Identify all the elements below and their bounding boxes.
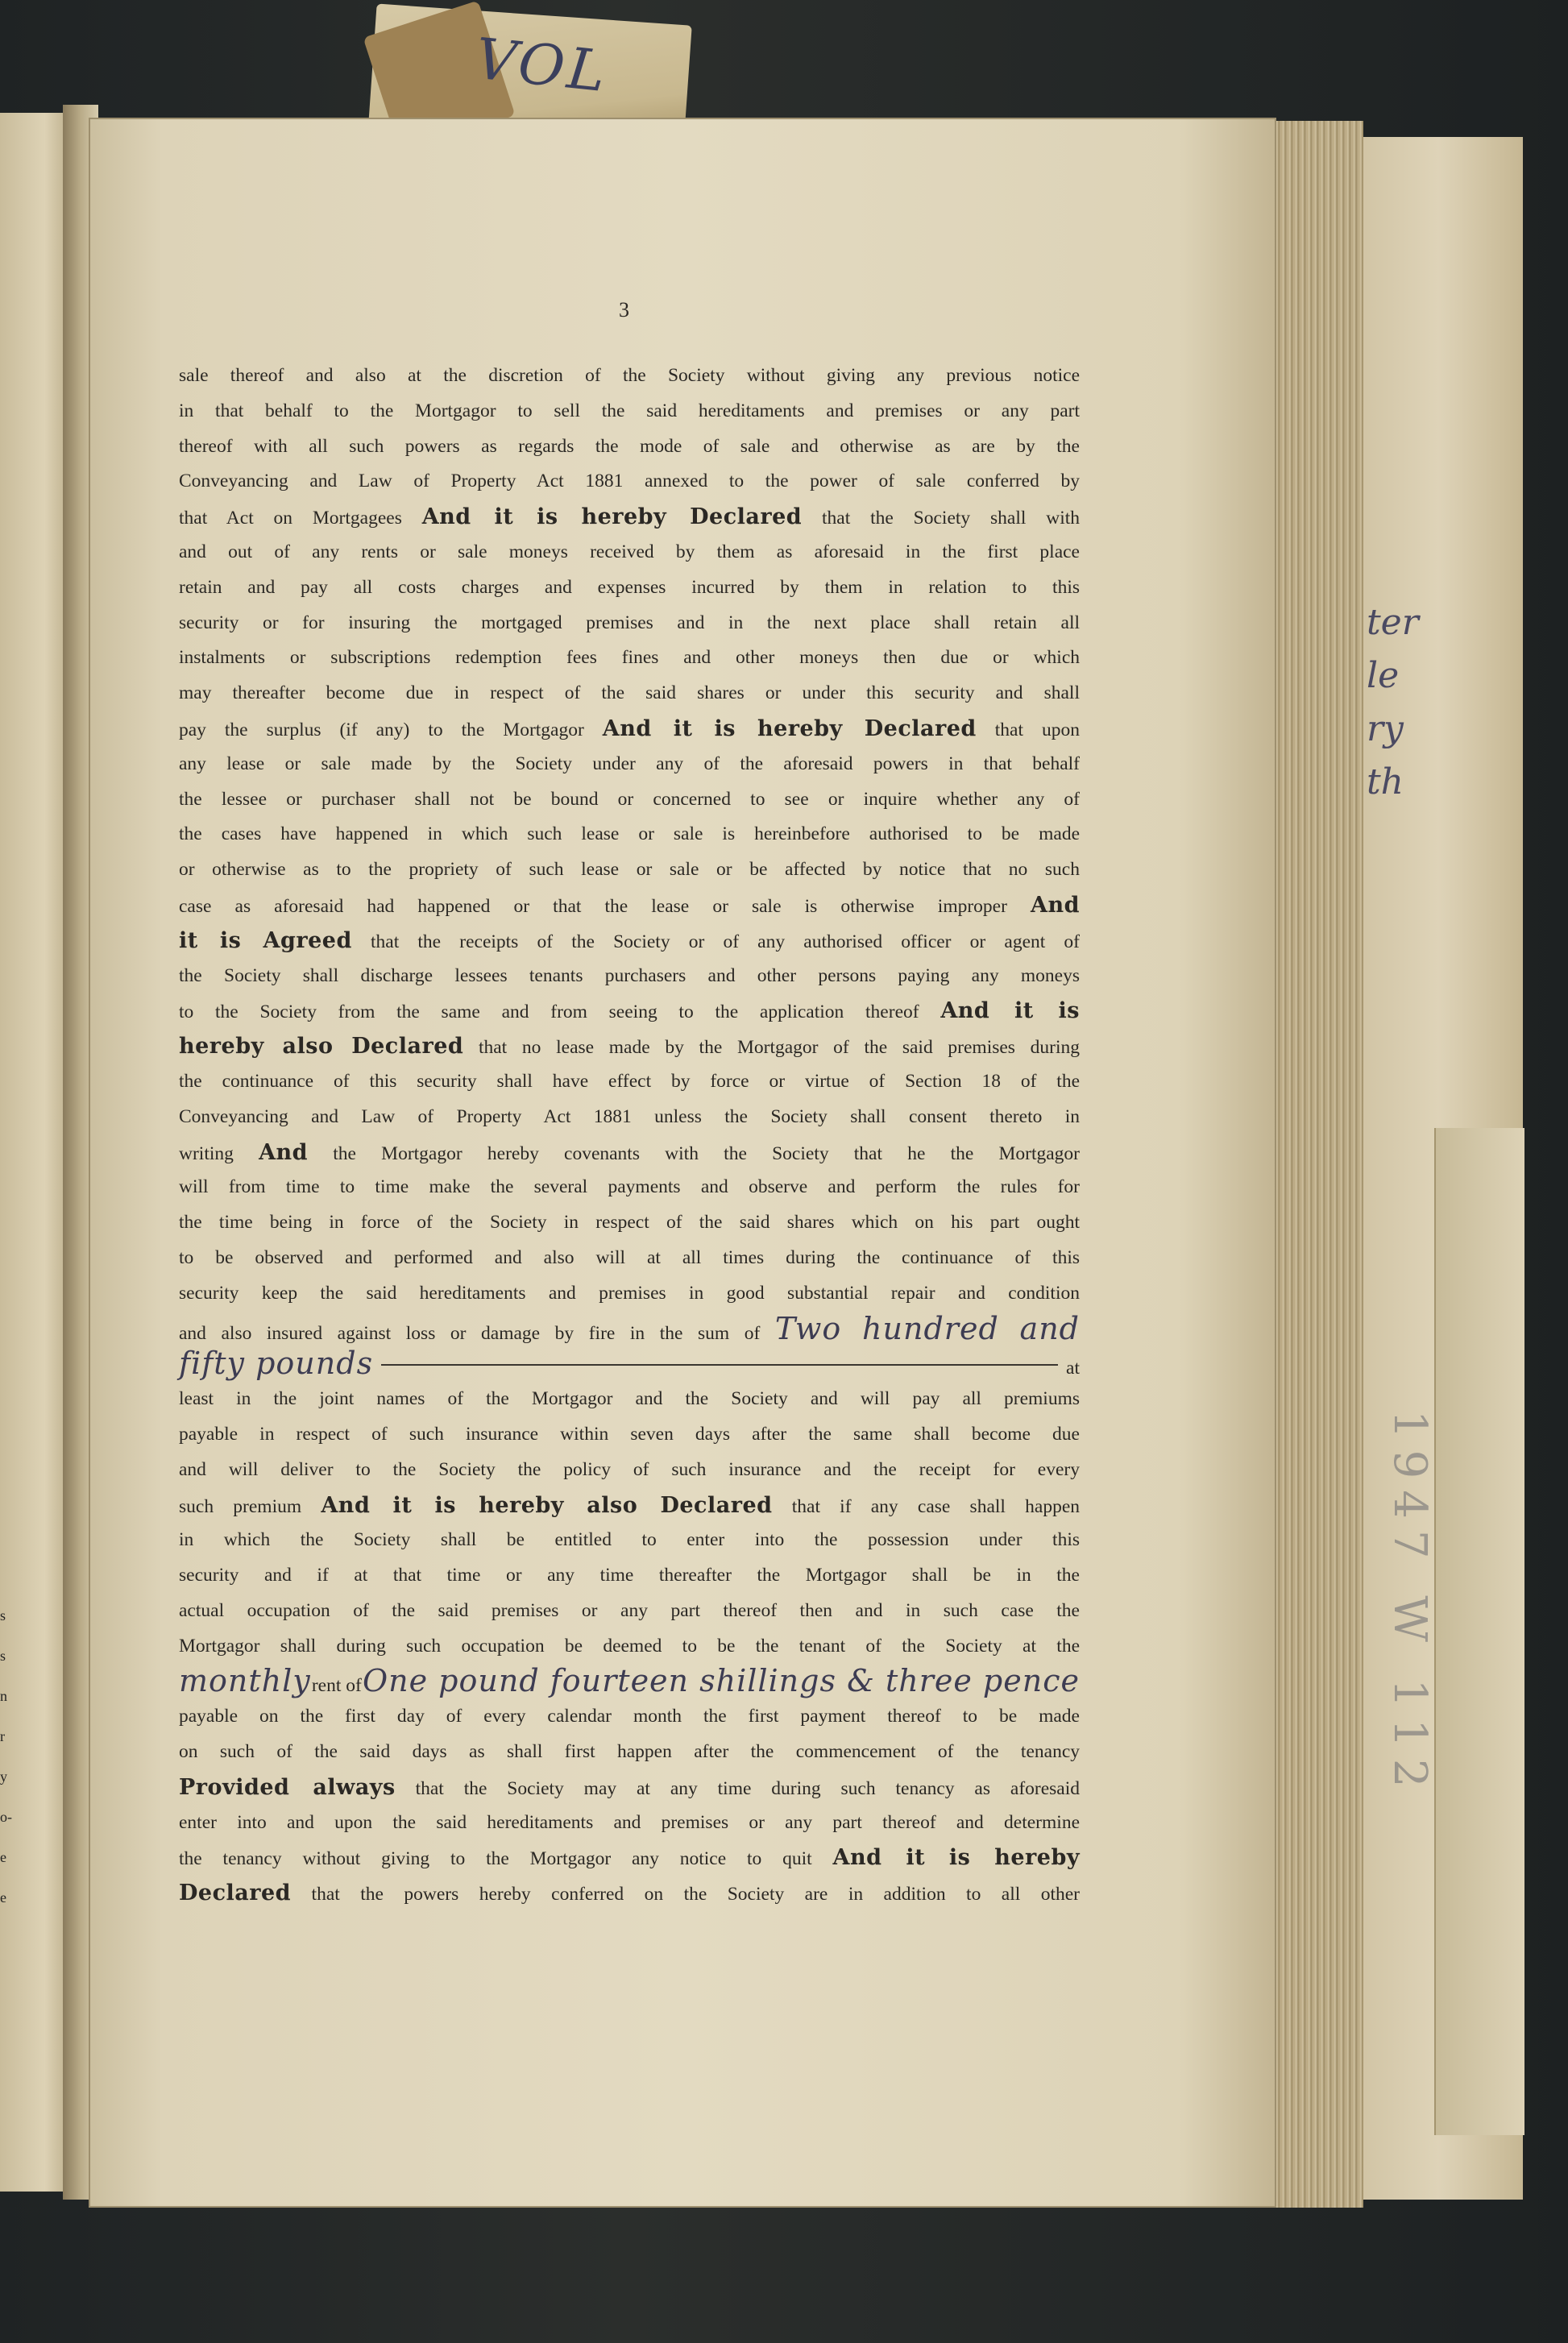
text-span: that no lease made by the Mortgagor of the said premises during bbox=[478, 1037, 1081, 1059]
text-span: the tenancy without giving to the Mortgagor any notice to quit bbox=[179, 1848, 812, 1870]
text-span: the Mortgagor hereby covenants with the Society that he the Mortgagor bbox=[333, 1142, 1081, 1164]
text-line: Conveyancing and Law of Property Act 1881 unless the Society shall consent thereto in bbox=[179, 1105, 1080, 1127]
text-span: rent of bbox=[311, 1675, 362, 1697]
text-line bbox=[179, 1840, 1080, 1876]
left-page-text-fragments bbox=[0, 1595, 16, 1918]
text-line: Conveyancing and Law of Property Act 1881 annexed to the power of sale conferred by bbox=[179, 471, 1080, 492]
text-span: such premium bbox=[179, 1495, 302, 1517]
label-tag-handwriting: VOL bbox=[472, 25, 612, 106]
insurance-fill-line bbox=[179, 1346, 1080, 1382]
handwritten-rent-amount: One pound fourteen shillings & three pence bbox=[362, 1663, 1080, 1699]
text-span: that the Society may at any time during such tenancy as aforesaid bbox=[415, 1777, 1081, 1799]
left-fragment: o- bbox=[0, 1809, 12, 1825]
text-span: at bbox=[1066, 1358, 1080, 1379]
left-fragment: y bbox=[0, 1769, 7, 1785]
text-line: and out of any rents or sale moneys received by them as aforesaid in the first place bbox=[179, 541, 1080, 562]
blank-fill-rule bbox=[381, 1364, 1058, 1366]
text-line bbox=[179, 1876, 1080, 1911]
text-span: that the receipts of the Society or of any authorised officer or agent of bbox=[371, 931, 1081, 952]
handwritten-insurance-sum-continued: fifty pounds bbox=[179, 1346, 374, 1382]
side-handwritten-note bbox=[1367, 596, 1447, 809]
side-note-line: th bbox=[1367, 761, 1404, 802]
page-edges-stack bbox=[1275, 121, 1363, 2208]
text-span: that upon bbox=[994, 719, 1080, 740]
divider-sheet-lower bbox=[1434, 1128, 1524, 2135]
text-line bbox=[179, 1029, 1080, 1064]
text-line bbox=[179, 1770, 1080, 1806]
text-line bbox=[179, 500, 1080, 535]
blackletter-clause: it is Agreed bbox=[179, 927, 352, 953]
text-line: on such of the said days as shall first happen after the commencement of the tenancy bbox=[179, 1741, 1080, 1763]
text-line: any lease or sale made by the Society under any of the aforesaid powers in that behalf bbox=[179, 753, 1080, 774]
text-line bbox=[179, 1135, 1080, 1171]
handwritten-insurance-sum: Two hundred and bbox=[774, 1310, 1080, 1346]
text-line: actual occupation of the said premises or any part thereof then and in such case the bbox=[179, 1599, 1080, 1621]
side-note-line: ry bbox=[1367, 708, 1404, 749]
text-span: to the Society from the same and from seeing to the application thereof bbox=[179, 1001, 919, 1023]
text-line: retain and pay all costs charges and expenses incurred by them in relation to this bbox=[179, 576, 1080, 598]
text-span: that if any case shall happen bbox=[791, 1495, 1081, 1517]
text-line: security or for insuring the mortgaged premises and in the next place shall retain all bbox=[179, 612, 1080, 633]
text-line: security keep the said hereditaments and premises in good substantial repair and condition bbox=[179, 1282, 1080, 1304]
text-span: pay the surplus (if any) to the Mortgagor bbox=[179, 719, 584, 740]
text-span: that Act on Mortgagees bbox=[179, 508, 402, 529]
handwritten-rent-period: monthly bbox=[179, 1663, 311, 1699]
text-line: security and if at that time or any time thereafter the Mortgagor shall be in the bbox=[179, 1565, 1080, 1586]
blackletter-clause: And it is hereby bbox=[832, 1845, 1081, 1871]
left-fragment: s bbox=[0, 1648, 6, 1664]
left-fragment: s bbox=[0, 1607, 6, 1624]
page-number: 3 bbox=[619, 298, 629, 321]
text-line: or otherwise as to the propriety of such lease or sale or be affected by notice that no such bbox=[179, 859, 1080, 881]
text-line: will from time to time make the several payments and observe and perform the rules for bbox=[179, 1176, 1080, 1198]
text-line: to be observed and performed and also will at all times during the continuance of this bbox=[179, 1246, 1080, 1268]
blackletter-clause: And it is hereby Declared bbox=[602, 715, 977, 741]
text-span: writing bbox=[179, 1142, 234, 1164]
blackletter-clause: hereby also Declared bbox=[179, 1034, 464, 1060]
rent-fill-line bbox=[179, 1664, 1080, 1699]
side-note-line: ter bbox=[1367, 602, 1419, 643]
text-line: payable on the first day of every calendar month the first payment thereof to be made bbox=[179, 1706, 1080, 1727]
side-note-line: le bbox=[1367, 655, 1400, 696]
text-span: that the powers hereby conferred on the Society are in addition to all other bbox=[311, 1884, 1081, 1906]
text-line: the cases have happened in which such lease or sale is hereinbefore authorised to be made bbox=[179, 823, 1080, 845]
left-fragment: r bbox=[0, 1728, 5, 1744]
text-line bbox=[179, 711, 1080, 747]
text-line: and will deliver to the Society the policy of such insurance and the receipt for every bbox=[179, 1458, 1080, 1480]
text-line: the Society shall discharge lessees tenants purchasers and other persons paying any moneys bbox=[179, 964, 1080, 986]
blackletter-clause: Provided always bbox=[179, 1774, 396, 1800]
blackletter-clause: And it is bbox=[940, 998, 1080, 1024]
blackletter-clause: And bbox=[259, 1139, 309, 1165]
blackletter-clause: And bbox=[1031, 892, 1080, 918]
text-line: Mortgagor shall during such occupation be deemed to be the tenant of the Society at the bbox=[179, 1635, 1080, 1657]
text-line bbox=[179, 1312, 1080, 1347]
text-line: in which the Society shall be entitled to enter into the possession under this bbox=[179, 1529, 1080, 1551]
text-span: and also insured against loss or damage by fire in the sum of bbox=[179, 1322, 761, 1344]
text-line: least in the joint names of the Mortgagor and the Society and will pay all premiums bbox=[179, 1388, 1080, 1410]
blackletter-clause: And it is hereby Declared bbox=[421, 504, 803, 530]
deed-text bbox=[179, 359, 1080, 1911]
text-line: enter into and upon the said hereditaments and premises or any part thereof and determine bbox=[179, 1811, 1080, 1833]
left-fragment: n bbox=[0, 1688, 7, 1704]
text-line: the lessee or purchaser shall not be bound or concerned to see or inquire whether any of bbox=[179, 788, 1080, 810]
blackletter-clause: Declared bbox=[179, 1881, 292, 1906]
text-line: the time being in force of the Society in respect of the said shares which on his part ought bbox=[179, 1212, 1080, 1234]
text-line bbox=[179, 923, 1080, 959]
text-line: in that behalf to the Mortgagor to sell the said hereditaments and premises or any part bbox=[179, 400, 1080, 421]
left-fragment: e bbox=[0, 1889, 6, 1906]
text-line: thereof with all such powers as regards the mode of sale and otherwise as are by the bbox=[179, 435, 1080, 457]
text-line: sale thereof and also at the discretion of the Society without giving any previous notice bbox=[179, 365, 1080, 386]
text-line: the continuance of this security shall have effect by force or virtue of Section 18 of the bbox=[179, 1070, 1080, 1092]
text-line: instalments or subscriptions redemption fees fines and other moneys then due or which bbox=[179, 647, 1080, 669]
text-line: payable in respect of such insurance within seven days after the same shall become due bbox=[179, 1423, 1080, 1445]
text-line bbox=[179, 1488, 1080, 1524]
text-span: that the Society shall with bbox=[822, 508, 1081, 529]
text-span: case as aforesaid had happened or that the lease or sale is otherwise improper bbox=[179, 895, 1007, 917]
text-line bbox=[179, 888, 1080, 923]
left-fragment: e bbox=[0, 1849, 6, 1865]
blackletter-clause: And it is hereby also Declared bbox=[321, 1492, 773, 1518]
text-line: may thereafter become due in respect of the said shares or under this security and shall bbox=[179, 682, 1080, 704]
text-line bbox=[179, 993, 1080, 1029]
side-stamp-text: 1947 W 112 bbox=[1383, 1410, 1436, 1799]
